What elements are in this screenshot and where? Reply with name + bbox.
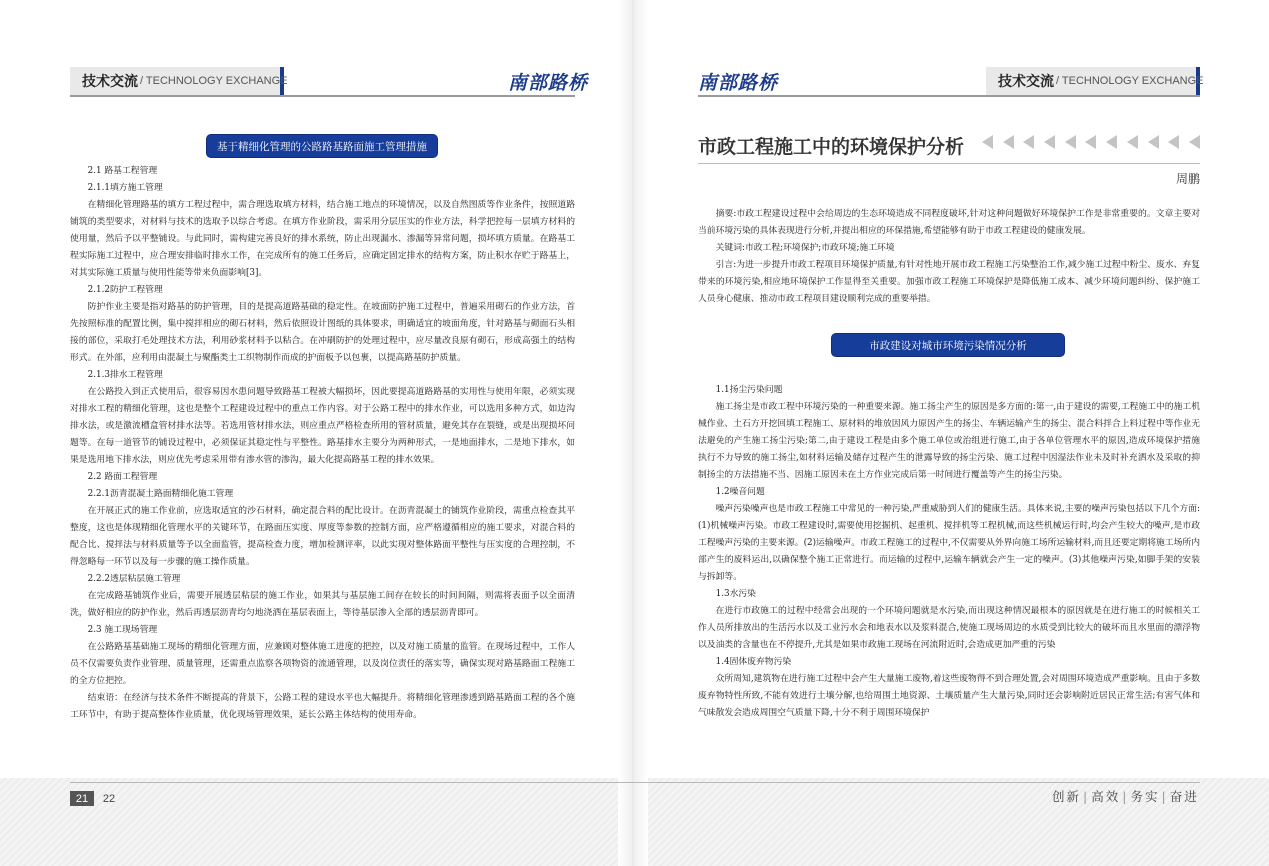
- paragraph: 在公路路基基础施工现场的精细化管理方面，应兼顾对整体施工进度的把控，以及对施工质量的监管。在现场过程中，工作人员不仅需要负责作业管理、质量管理，还需重点监察各项物资的流通管理，以及岗位责任的落实等，确保实现对路基路面工程施工的全方位把控。: [70, 642, 575, 686]
- left-body-text: [70, 163, 575, 757]
- left-arrow-icon: [1003, 135, 1014, 149]
- subheading: 1.3水污染: [715, 589, 756, 599]
- abstract: 摘要:市政工程建设过程中会给周边的生态环境造成不同程度破坏,针对这种问题做好环境保护工作是非常重要的。文章主要对当前环境污染的具体表现进行分析,并提出相应的环保措施,希望能够有助于市政工程建设的健康发展。: [698, 209, 1200, 236]
- subheading: 1.1扬尘污染问题: [715, 385, 783, 395]
- left-arrow-icon: [1106, 135, 1117, 149]
- subheading: 2.2.2透层粘层施工管理: [87, 574, 181, 584]
- footer-rule: [70, 782, 1200, 783]
- header-rule-right: [698, 95, 1200, 97]
- title-rule: [698, 163, 1200, 164]
- paragraph: 众所周知,建筑物在进行施工过程中会产生大量施工废物,着这些废物得不到合理处置,会对周围环境造成严重影响。且由于多数废弃物特性所致,不能有效进行土壤分解,也给周围土地资源、土壤质量产生大量污染,同时还会影响附近居民正常生活;有害气体和气味散发会造成周围空气质量下降,十分不利于周围环境保护: [698, 674, 1200, 718]
- paragraph: 施工扬尘是市政工程中环境污染的一种重要来源。施工扬尘产生的原因是多方面的:第一,由于建设的需要,工程施工中的施工机械作业、土石方开挖回填工程施工、原材料的堆放因风力原因产生的扬尘、车辆运输产生的扬尘、混合料拌合上料过程中等作业无法避免的产生施工扬尘污染;第二,由于建设工程是由多个施工单位或治组进行施工,由于各单位管理水平的原因,造成环境保护措施执行不力导致的施工扬尘,如材料运输及储存过程产生的泄露导致的扬尘污染、施工过程中因湿法作业未及时补充洒水及采取的抑制扬尘的方法措施不当、因施工原因未在土方作业完成后第一时间进行覆盖等产生的扬尘污染。: [698, 402, 1200, 480]
- section-title-left: 基于精细化管理的公路路基路面施工管理措施: [207, 135, 437, 157]
- page-number-left: 21: [70, 791, 94, 806]
- header-tab-subtitle: / TECHNOLOGY EXCHANGE: [140, 75, 288, 87]
- page-gutter: [618, 0, 648, 866]
- paragraph: 在精细化管理路基的填方工程过程中，需合理选取填方材料，结合施工地点的环境情况，以及自然图质等作业条件，按照道路铺筑的类型要求，对材料与技术的选取予以综合考虑。在填方作业阶段，需采用分层压实的作业方法，科学把控每一层填方材料的使用量，然后予以平整铺设。与此同时，需构建完善良好的排水系统，防止出现漏水、渗漏等异常问题，损坏填方质量。在路基工程实际施工过程中，应合理安排临时排水工作，在完成所有的施工任务后，应确定固定排水的结构方案，防止积水存贮于路基上，对其实际施工质量与使用性能等带来负面影响[3]。: [70, 200, 575, 278]
- slogan-word: 高效: [1091, 789, 1121, 804]
- header-tab-right: [986, 67, 1204, 95]
- keywords: 关键词:市政工程;环境保护;市政环境;施工环境: [715, 243, 895, 253]
- introduction: 引言:为进一步提升市政工程项目环境保护质量,有针对性地开展市政工程施工污染整治工作,减少施工过程中粉尘、废水、弃复带来的环境污染,相应地环境保护工作显得至关重要。加强市政工程施工环境保护是降低施工成本、减少环境问题纠纷、保护施工人员身心健康、推动市政工程项目建设顺利完成的重要举措。: [698, 260, 1200, 304]
- brand-logo-left: 南部路桥: [508, 72, 589, 94]
- slogan-word: 创新: [1052, 789, 1082, 804]
- subheading: 2.2.1沥青混凝土路面精细化施工管理: [87, 489, 234, 499]
- subheading: 2.1.2防护工程管理: [87, 285, 163, 295]
- paragraph: 在公路投入到正式使用后，很容易因水患问题导致路基工程被大幅损坏，因此要提高道路路基的实用性与使用年限，必须实现对排水工程的精细化管理，这也是整个工程建设过程中的重点工作内容。对于公路工程中的排水作业，可以选用多种方式，如边沟排水法，或是激流槽盒管材排水法等。若选用管材排水法，则应重点严格检查所用的管材质量，避免其存在裂缝，或是出现损坏问题等。在每一道管节的铺设过程中，必须保证其稳定性与平整性。路基排水主要分为两种形式，一是地面排水，二是地下排水，如果是选用地下排水法，则应优先考虑采用带有渗水管的渗沟，最大化提高路基工程的排水效果。: [70, 387, 575, 465]
- slogan-separator: |: [1161, 789, 1168, 804]
- title-arrow-decoration: [982, 135, 1200, 149]
- left-arrow-icon: [982, 135, 993, 149]
- subheading: 1.4固体废弃物污染: [715, 657, 792, 667]
- subheading: 1.2噪音问题: [715, 487, 765, 497]
- author-name: 周鹏: [1175, 172, 1200, 186]
- left-arrow-icon: [1148, 135, 1159, 149]
- header-tab-title: 技术交流: [998, 74, 1054, 90]
- header-tab-title: 技术交流: [82, 74, 138, 90]
- slogan-word: 务实: [1130, 789, 1160, 804]
- left-arrow-icon: [1023, 135, 1034, 149]
- left-arrow-icon: [1189, 135, 1200, 149]
- slogan-word: 奋进: [1169, 789, 1199, 804]
- page-number-right: 22: [102, 792, 116, 805]
- left-arrow-icon: [1085, 135, 1096, 149]
- heading: 2.1 路基工程管理: [87, 166, 158, 176]
- left-arrow-icon: [1168, 135, 1179, 149]
- heading: 2.2 路面工程管理: [87, 472, 158, 482]
- left-arrow-icon: [1065, 135, 1076, 149]
- header-tab-subtitle: / TECHNOLOGY EXCHANGE: [1056, 75, 1204, 87]
- paragraph: 在进行市政施工的过程中经常会出现的一个环境问题就是水污染,而出现这种情况最根本的原因就是在进行施工的时候相关工作人员所排放出的生活污水以及工业污水会和地表水以及浆料混合,使施工现场周边的水质受到比较大的破坏而且水里面的漂浮物以及油类的含量也在不停提升,尤其是如果市政施工现场在河流附近时,会造成更加严重的污染: [698, 606, 1200, 650]
- brand-logo-right: 南部路桥: [698, 72, 779, 94]
- left-arrow-icon: [1127, 135, 1138, 149]
- section-title-right: 市政建设对城市环境污染情况分析: [832, 334, 1064, 356]
- footer-slogan: [1052, 787, 1199, 805]
- paragraph: 防护作业主要是指对路基的防护管理，目的是提高道路基础的稳定性。在坡面防护施工过程中，普遍采用砌石的作业方法，首先按照标准的配置比例，集中搅拌相应的砌石材料，然后依照设计图纸的具体要求，明确适宜的坡面角度，针对路基与砌面石头相接的部位，采取打毛处理技术方法，利用砂浆材料予以粘合。在冲刷防护的处理过程中，应尽量改良原有砌石，形成高强土的结构形式。在外部，应利用由混凝土与聚酯类土工织物制作而成的护面板予以包裹，以提高路基防护质量。: [70, 302, 575, 363]
- left-arrow-icon: [1044, 135, 1055, 149]
- paragraph: 在开展正式的施工作业前，应选取适宜的沙石材料，确定混合料的配比设计。在沥青混凝土的铺筑作业阶段，需重点检查其平整度，这也是体现精细化管理水平的关键环节，在路面压实度、厚度等参数的控制方面，应严格遵循相应的施工要求，对混合料的配合比、搅拌法与材料质量等予以全面监管，提高检查力度，增加检测评率，以此实现对整体路面平整性与压实度的合理控制，不得忽略每一环节以及每一步骤的施工操作质量。: [70, 506, 575, 567]
- right-body-text: [698, 382, 1200, 742]
- article-title: 市政工程施工中的环境保护分析: [698, 136, 965, 158]
- slogan-separator: |: [1122, 789, 1129, 804]
- slogan-separator: |: [1083, 789, 1090, 804]
- subheading: 2.1.1填方施工管理: [87, 183, 163, 193]
- abstract-block: [698, 206, 1200, 306]
- paragraph: 在完成路基铺筑作业后，需要开展透层粘层的施工作业，如果其与基层施工间存在较长的时间间隔，则需将表面予以全面清洗，做好相应的防护作业，然后再透层沥青均匀地浇洒在基层表面上，等待基层渗入全部的透层沥青即可。: [70, 591, 575, 618]
- paragraph: 噪声污染噪声也是市政工程施工中常见的一种污染,严重威胁到人们的健康生活。具体来说,主要的噪声污染包括以下几个方面:(1)机械噪声污染。市政工程建设时,需要使用挖掘机、起重机、搅拌机等工程机械,而这些机械运行时,均会产生较大的噪声,是市政工程噪声污染的主要来源。(2)运输噪声。市政工程施工的过程中,不仅需要从外界向施工场所运输材料,而且还要定期将施工场所内部产生的废料运出,以确保整个施工正常进行。而运输的过程中,运输车辆就会产生一定的噪声。(3)其他噪声污染,如脚手架的安装与拆卸等。: [698, 504, 1200, 582]
- header-tab-left: [70, 67, 288, 95]
- subheading: 2.1.3排水工程管理: [87, 370, 163, 380]
- header-rule-left: [70, 95, 575, 97]
- heading: 2.3 施工现场管理: [87, 625, 158, 635]
- conclusion-paragraph: 结束语：在经济与技术条件不断提高的背景下，公路工程的建设水平也大幅提升。将精细化管理渗透到路基路面工程的各个施工环节中，有助于提高整体作业质量，优化现场管理效果，延长公路主体结构的使用寿命。: [70, 693, 575, 720]
